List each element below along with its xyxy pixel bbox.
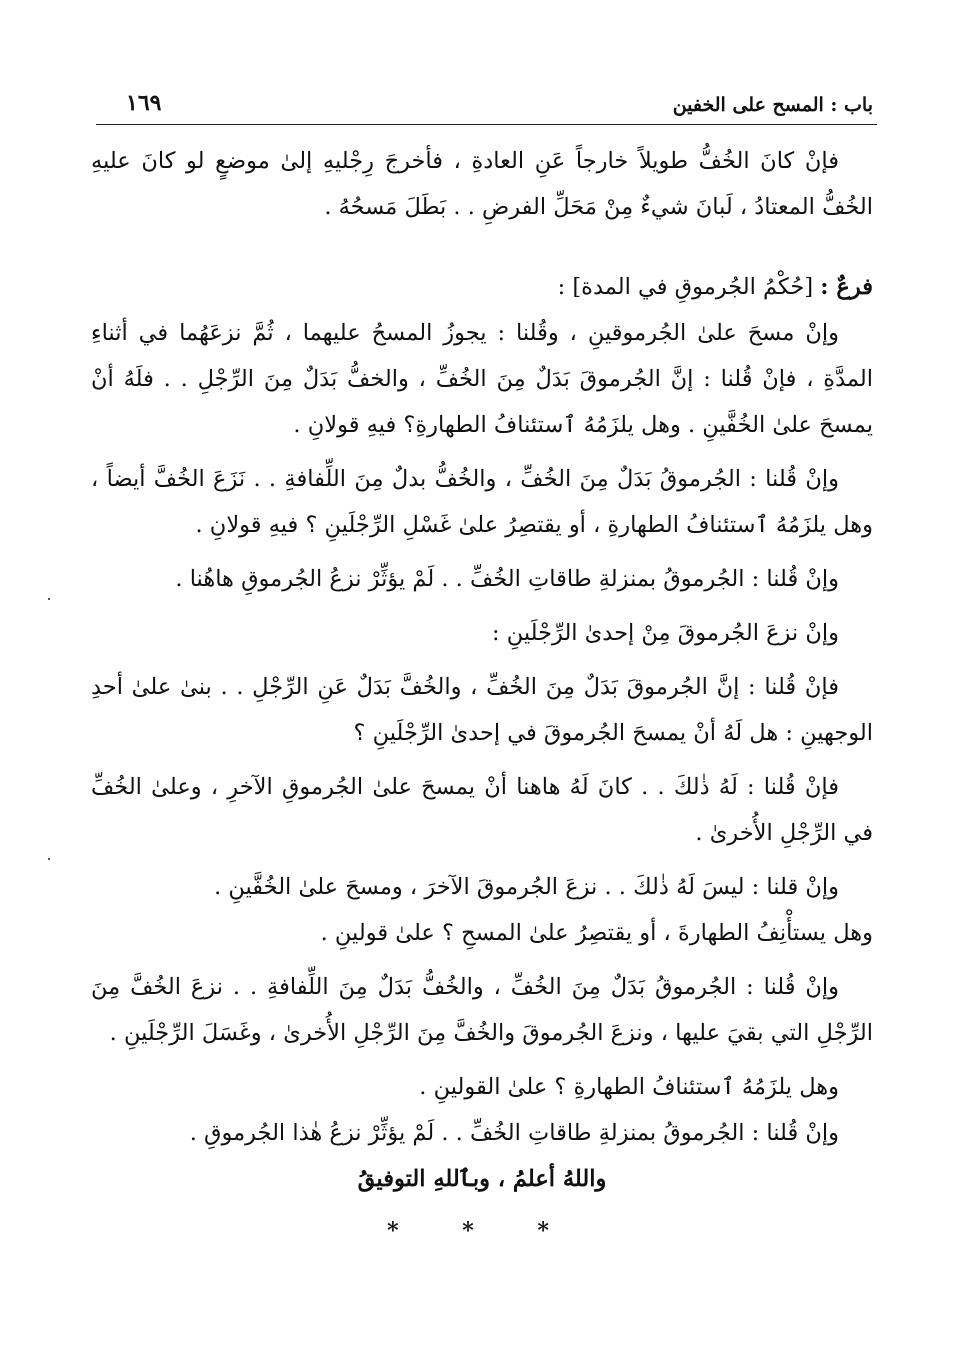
running-title: باب : المسح على الخفين (672, 94, 873, 116)
paragraph-7: فإنْ قُلنا : لَهُ ذٰلكَ . . كانَ لَهُ هاهنا أنْ يمسحَ علىٰ الجُرموقِ الآخرِ ، وعلىٰ الخُفِّ في الرِّجْلِ الأُخرىٰ . (91, 774, 873, 846)
margin-speck (48, 598, 50, 600)
paragraph-2: وإنْ مسحَ علىٰ الجُرموقينِ ، وقُلنا : يجوزُ المسحُ عليهما ، ثُمَّ نزعَهُما في أثناءِ المدَّةِ ، فإنْ قُلنا : إنَّ الجُرموقَ بَدَلٌ مِنَ الخُفِّ ، والخفُّ بَدَلٌ مِنَ الرِّجْلِ . . فلَهُ أنْ يمسحَ علىٰ الخُفَّينِ . وهل يلزَمُهُ ٱستئنافُ الطهارةِ؟ فيهِ قولانِ . (91, 320, 873, 438)
paragraph-6: فإنْ قُلنا : إنَّ الجُرموقَ بَدَلٌ مِنَ الخُفِّ ، والخُفَّ بَدَلٌ عَنِ الرِّجْلِ . . بنىٰ علىٰ أحدِ الوجهينِ : هل لَهُ أنْ يمسحَ الجُرموقَ في إحدىٰ الرِّجْلَينِ ؟ (91, 674, 873, 746)
page-number: ١٦٩ (126, 90, 162, 116)
paragraph-9: وهل يستأْنِفُ الطهارةَ ، أو يقتصِرُ علىٰ المسحِ ؟ علىٰ قولينِ . (320, 920, 873, 946)
section-heading (91, 264, 873, 310)
margin-speck (48, 858, 50, 860)
paragraph-10: وإنْ قُلنا : الجُرموقُ بَدَلٌ مِنَ الخُفِّ ، والخُفُّ بَدَلٌ مِنَ اللِّفافةِ . . نزعَ الخُفَّ مِنَ الرِّجْلِ التي بقيَ عليها ، ونزعَ الجُرموقَ والخُفَّ مِنَ الرِّجْلِ الأُخرىٰ ، وغَسَلَ الرِّجْلَينِ . (91, 974, 873, 1046)
paragraph-12: وإنْ قُلنا : الجُرموقُ بمنزلةِ طاقاتِ الخُفِّ . . لَمْ يؤثِّرْ نزعُ هٰذا الجُرموقِ . (189, 1120, 839, 1146)
paragraph-8: وإنْ قلنا : ليسَ لَهُ ذٰلكَ . . نزعَ الجُرموقَ الآخرَ ، ومسحَ علىٰ الخُفَّينِ . (214, 874, 839, 900)
paragraph-4: وإنْ قُلنا : الجُرموقُ بمنزلةِ طاقاتِ الخُفِّ . . لَمْ يؤثِّرْ نزعُ الجُرموقِ هاهُنا . (175, 566, 839, 592)
paragraph-1: فإنْ كانَ الخُفُّ طويلاً خارجاً عَنِ العادةِ ، فأخرجَ رِجْليهِ إلىٰ موضعٍ لو كانَ عليهِ الخُفُّ المعتادُ ، لَبانَ شيءٌ مِنْ مَحَلِّ الفرضِ . . بَطَلَ مَسحُهُ . (91, 148, 873, 220)
paragraph-5: وإنْ نزعَ الجُرموقَ مِنْ إحدىٰ الرِّجْلَينِ : (492, 620, 839, 646)
section-heading-label: فرعٌ : (820, 274, 873, 300)
section-heading-title: [حُكْمُ الجُرموقِ في المدة] : (557, 274, 814, 300)
page-header (96, 88, 877, 125)
paragraph-3: وإنْ قُلنا : الجُرموقُ بَدَلٌ مِنَ الخُفِّ ، والخُفُّ بدلٌ مِنَ اللِّفافةِ . . نَزَعَ الخُفَّ أيضاً ، وهل يلزَمُهُ ٱستئنافُ الطهارةِ ، أو يقتصِرُ علىٰ غَسْلِ الرِّجْلَينِ ؟ فيهِ قولانِ . (91, 466, 873, 538)
section-end-ornament: * * * (387, 1218, 577, 1244)
page-body (91, 138, 873, 1254)
paragraph-11: وهل يلزَمُهُ ٱستئنافُ الطهارةِ ؟ علىٰ القولينِ . (419, 1074, 839, 1100)
closing-formula: واللهُ أعلمُ ، وبٱللهِ التوفيقُ (357, 1166, 607, 1192)
